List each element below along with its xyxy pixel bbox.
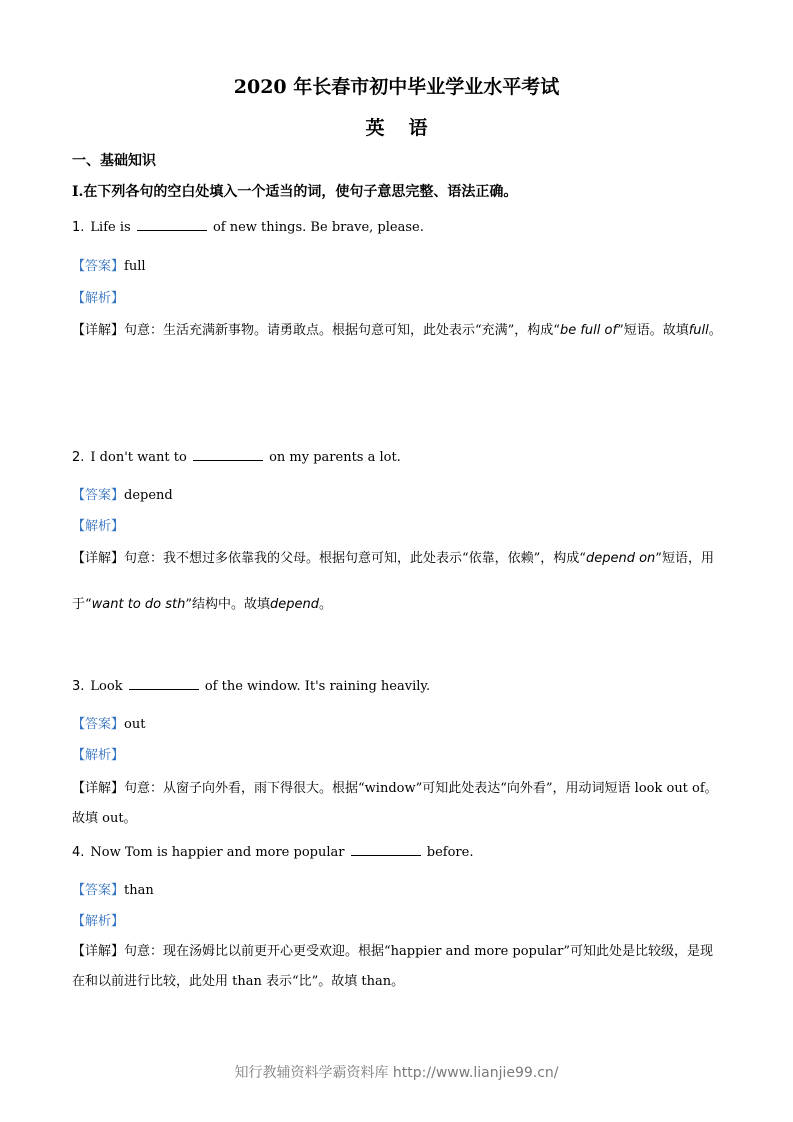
detail-text: 。 bbox=[319, 597, 333, 612]
detail-1 bbox=[72, 308, 722, 354]
question-2 bbox=[72, 449, 401, 465]
analysis-label: 【解析】 bbox=[72, 519, 125, 534]
question-text-after: before. bbox=[426, 845, 474, 860]
question-text-before: Life is bbox=[90, 220, 131, 235]
question-number: 2. bbox=[72, 450, 85, 465]
answer-label: 【答案】 bbox=[72, 488, 125, 503]
answer-blank bbox=[137, 219, 207, 231]
detail-label: 【详解】 bbox=[72, 781, 125, 796]
detail-text: ”短语。故填 bbox=[617, 323, 689, 338]
detail-phrase: depend on bbox=[585, 551, 656, 566]
answer-label: 【答案】 bbox=[72, 883, 125, 898]
detail-text: 句意：现在汤姆比以前更开心更受欢迎。根据“happier and more popular”可知此处是比较级，是现在和以前进行比较，此处用 than 表示“比”。故填 than。 bbox=[72, 944, 714, 989]
question-number: 1. bbox=[72, 220, 85, 235]
answer-line-2 bbox=[72, 484, 173, 503]
instruction: I.在下列各句的空白处填入一个适当的词，使句子意思完整、语法正确。 bbox=[72, 184, 518, 200]
analysis-line-4 bbox=[72, 910, 124, 929]
answer-line-1 bbox=[72, 255, 146, 274]
question-text-after: of new things. Be brave, please. bbox=[212, 220, 424, 235]
detail-text: 句意：我不想过多依靠我的父母。根据句意可知，此处表示“依靠，依赖”，构成“ bbox=[124, 551, 586, 566]
detail-4 bbox=[72, 937, 722, 997]
detail-3 bbox=[72, 774, 722, 834]
analysis-line-1 bbox=[72, 287, 124, 306]
detail-label: 【详解】 bbox=[72, 944, 125, 959]
detail-phrase: be full of bbox=[559, 323, 618, 338]
detail-phrase: full bbox=[688, 323, 709, 338]
answer-value: out bbox=[124, 717, 146, 732]
answer-value: depend bbox=[124, 488, 173, 503]
analysis-label: 【解析】 bbox=[72, 291, 125, 306]
analysis-line-3 bbox=[72, 744, 124, 763]
answer-blank bbox=[129, 678, 199, 690]
detail-text: ”结构中。故填 bbox=[185, 597, 271, 612]
detail-phrase: depend bbox=[270, 597, 320, 612]
answer-value: than bbox=[124, 883, 154, 898]
question-text-before: I don't want to bbox=[90, 450, 187, 465]
analysis-label: 【解析】 bbox=[72, 748, 125, 763]
answer-label: 【答案】 bbox=[72, 259, 125, 274]
page-footer: 知行教辅资料学霸资料库 http://www.lianjie99.cn/ bbox=[234, 1065, 559, 1081]
question-3 bbox=[72, 678, 430, 694]
question-number: 4. bbox=[72, 845, 85, 860]
question-1 bbox=[72, 219, 424, 235]
section-heading: 一、基础知识 bbox=[72, 153, 156, 169]
answer-label: 【答案】 bbox=[72, 717, 125, 732]
page-subtitle: 英语 bbox=[365, 117, 452, 139]
detail-text: 句意：生活充满新事物。请勇敢点。根据句意可知，此处表示“充满”，构成“ bbox=[124, 323, 560, 338]
question-text-before: Now Tom is happier and more popular bbox=[90, 845, 345, 860]
question-number: 3. bbox=[72, 679, 85, 694]
question-4 bbox=[72, 844, 473, 860]
detail-text: ”短语，用于“ bbox=[72, 551, 714, 612]
question-text-before: Look bbox=[90, 679, 123, 694]
answer-value: full bbox=[124, 259, 146, 274]
answer-line-3 bbox=[72, 713, 145, 732]
detail-label: 【详解】 bbox=[72, 551, 125, 566]
detail-text: 句意：从窗子向外看，雨下得很大。根据“window”可知此处表达“向外看”，用动词短语 look out of。故填 out。 bbox=[72, 781, 718, 826]
answer-blank bbox=[193, 449, 263, 461]
detail-label: 【详解】 bbox=[72, 323, 125, 338]
analysis-label: 【解析】 bbox=[72, 914, 125, 929]
detail-phrase: want to do sth bbox=[91, 597, 186, 612]
analysis-line-2 bbox=[72, 515, 124, 534]
question-text-after: of the window. It's raining heavily. bbox=[204, 679, 431, 694]
answer-blank bbox=[351, 844, 421, 856]
page-title: 2020 年长春市初中毕业学业水平考试 bbox=[233, 76, 560, 98]
question-text-after: on my parents a lot. bbox=[269, 450, 401, 465]
detail-2 bbox=[72, 536, 722, 628]
answer-line-4 bbox=[72, 879, 154, 898]
detail-text: 。 bbox=[708, 323, 722, 338]
